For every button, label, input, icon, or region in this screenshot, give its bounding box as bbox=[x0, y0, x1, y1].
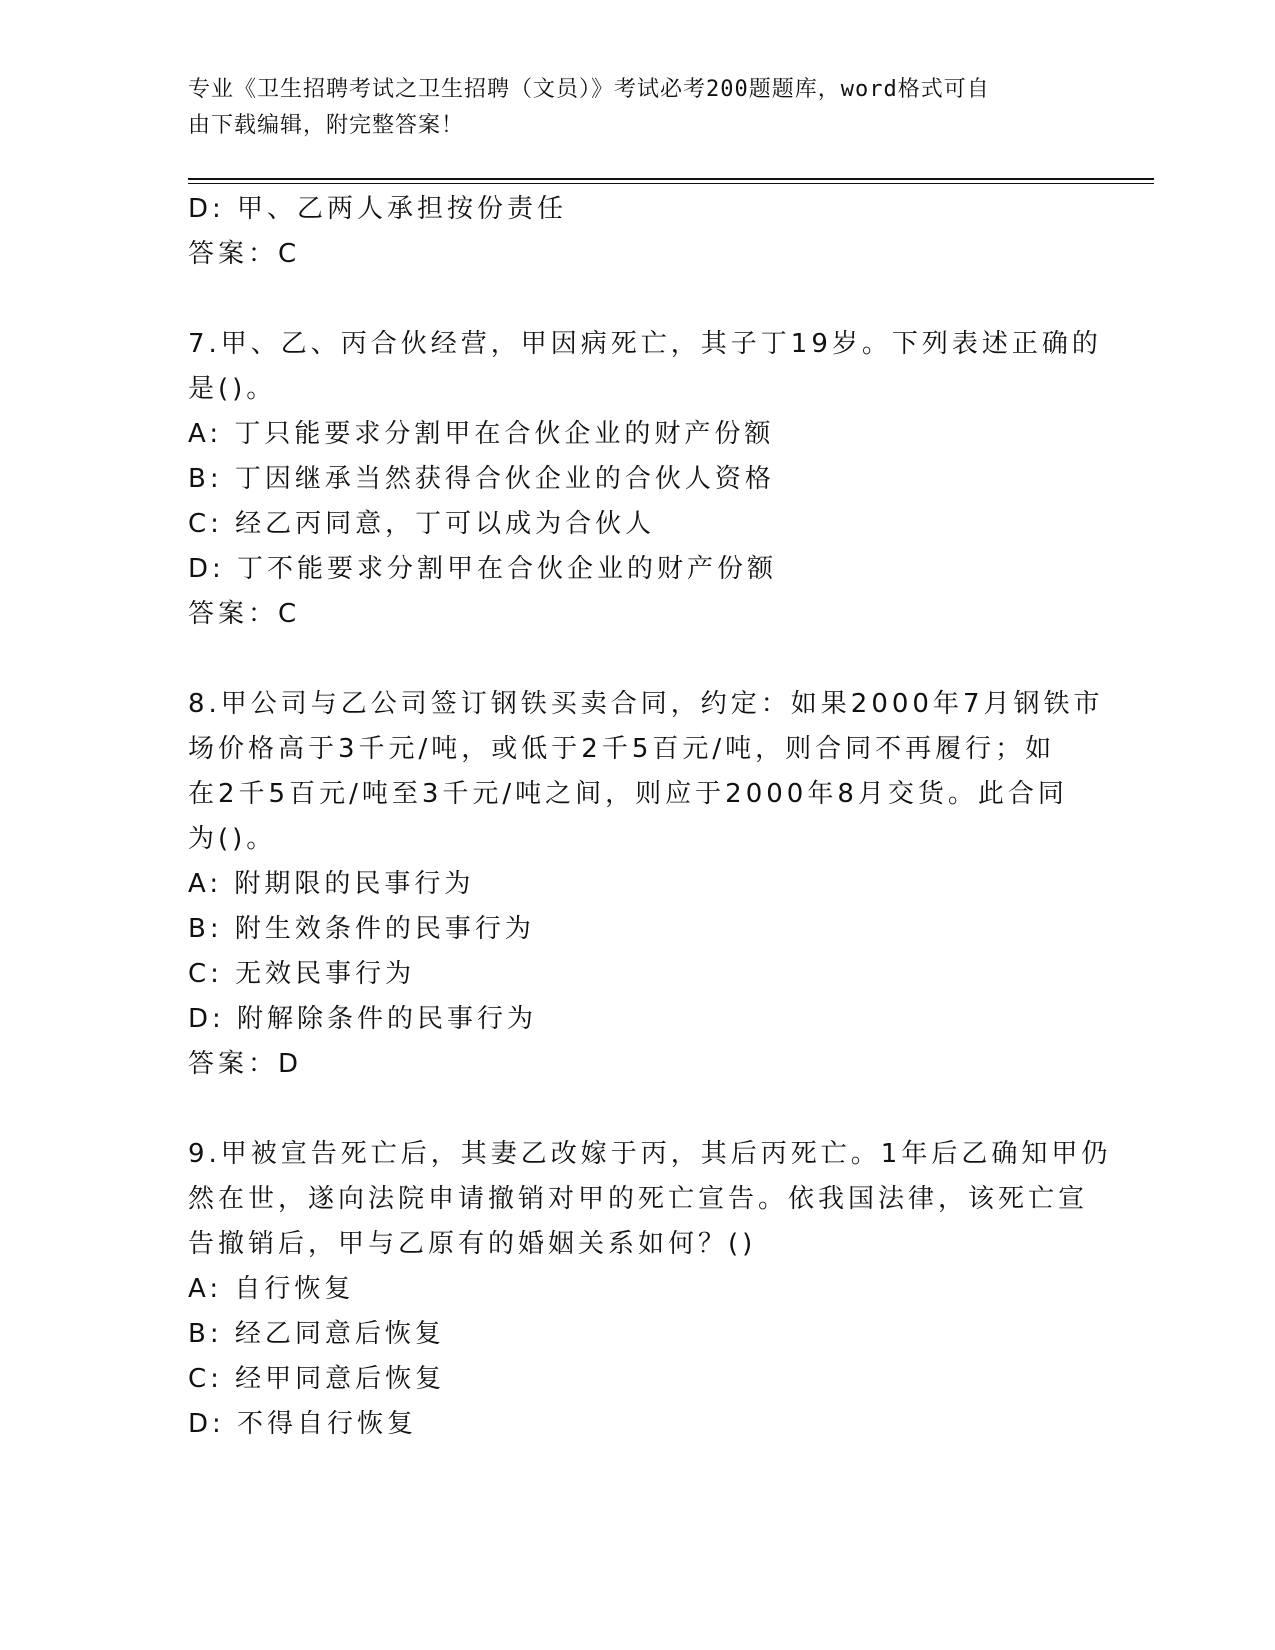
question-8 bbox=[188, 682, 1104, 1087]
option-d: D: 丁不能要求分割甲在合伙企业的财产份额 bbox=[188, 554, 778, 584]
question-text-line: 是()。 bbox=[188, 374, 277, 404]
option-c: C: 经乙丙同意，丁可以成为合伙人 bbox=[188, 509, 656, 539]
question-text-line: 9.甲被宣告死亡后，其妻乙改嫁于丙，其后丙死亡。1年后乙确知甲仍 bbox=[188, 1139, 1112, 1169]
document-body bbox=[188, 187, 1112, 1447]
header-divider-thin bbox=[188, 183, 1154, 184]
option-d: D: 甲、乙两人承担按份责任 bbox=[188, 194, 568, 224]
question-6-tail bbox=[188, 187, 1088, 277]
option-a: A: 附期限的民事行为 bbox=[188, 869, 475, 899]
answer-line: 答案：D bbox=[188, 1049, 303, 1079]
spacer bbox=[188, 1087, 1088, 1132]
question-text-line: 然在世，遂向法院申请撤销对甲的死亡宣告。依我国法律，该死亡宣 bbox=[188, 1184, 1089, 1214]
document-header bbox=[188, 72, 1088, 144]
option-d: D: 不得自行恢复 bbox=[188, 1409, 418, 1439]
option-c: C: 无效民事行为 bbox=[188, 959, 416, 989]
question-text-line: 告撤销后，甲与乙原有的婚姻关系如何？() bbox=[188, 1229, 757, 1259]
question-text-line: 为()。 bbox=[188, 824, 277, 854]
option-a: A: 丁只能要求分割甲在合伙企业的财产份额 bbox=[188, 419, 775, 449]
option-a: A: 自行恢复 bbox=[188, 1274, 355, 1304]
spacer bbox=[188, 637, 1088, 682]
question-text-line: 8.甲公司与乙公司签订钢铁买卖合同，约定：如果2000年7月钢铁市 bbox=[188, 689, 1104, 719]
option-b: B: 经乙同意后恢复 bbox=[188, 1319, 445, 1349]
question-text-line: 场价格高于3千元/吨，或低于2千5百元/吨，则合同不再履行；如 bbox=[188, 734, 1056, 764]
header-divider-thick bbox=[188, 178, 1154, 180]
spacer bbox=[188, 277, 1088, 322]
question-text-line: 在2千5百元/吨至3千元/吨之间，则应于2000年8月交货。此合同 bbox=[188, 779, 1068, 809]
answer-line: 答案：C bbox=[188, 239, 301, 269]
question-text-line: 7.甲、乙、丙合伙经营，甲因病死亡，其子丁19岁。下列表述正确的 bbox=[188, 329, 1102, 359]
option-c: C: 经甲同意后恢复 bbox=[188, 1364, 446, 1394]
header-line-2: 由下载编辑，附完整答案！ bbox=[188, 113, 465, 138]
answer-line: 答案：C bbox=[188, 599, 301, 629]
header-line-1: 专业《卫生招聘考试之卫生招聘（文员）》考试必考200题题库，word格式可自 bbox=[188, 77, 990, 102]
option-b: B: 丁因继承当然获得合伙企业的合伙人资格 bbox=[188, 464, 775, 494]
question-9 bbox=[188, 1132, 1112, 1447]
option-d: D: 附解除条件的民事行为 bbox=[188, 1004, 538, 1034]
question-7 bbox=[188, 322, 1102, 637]
option-b: B: 附生效条件的民事行为 bbox=[188, 914, 535, 944]
